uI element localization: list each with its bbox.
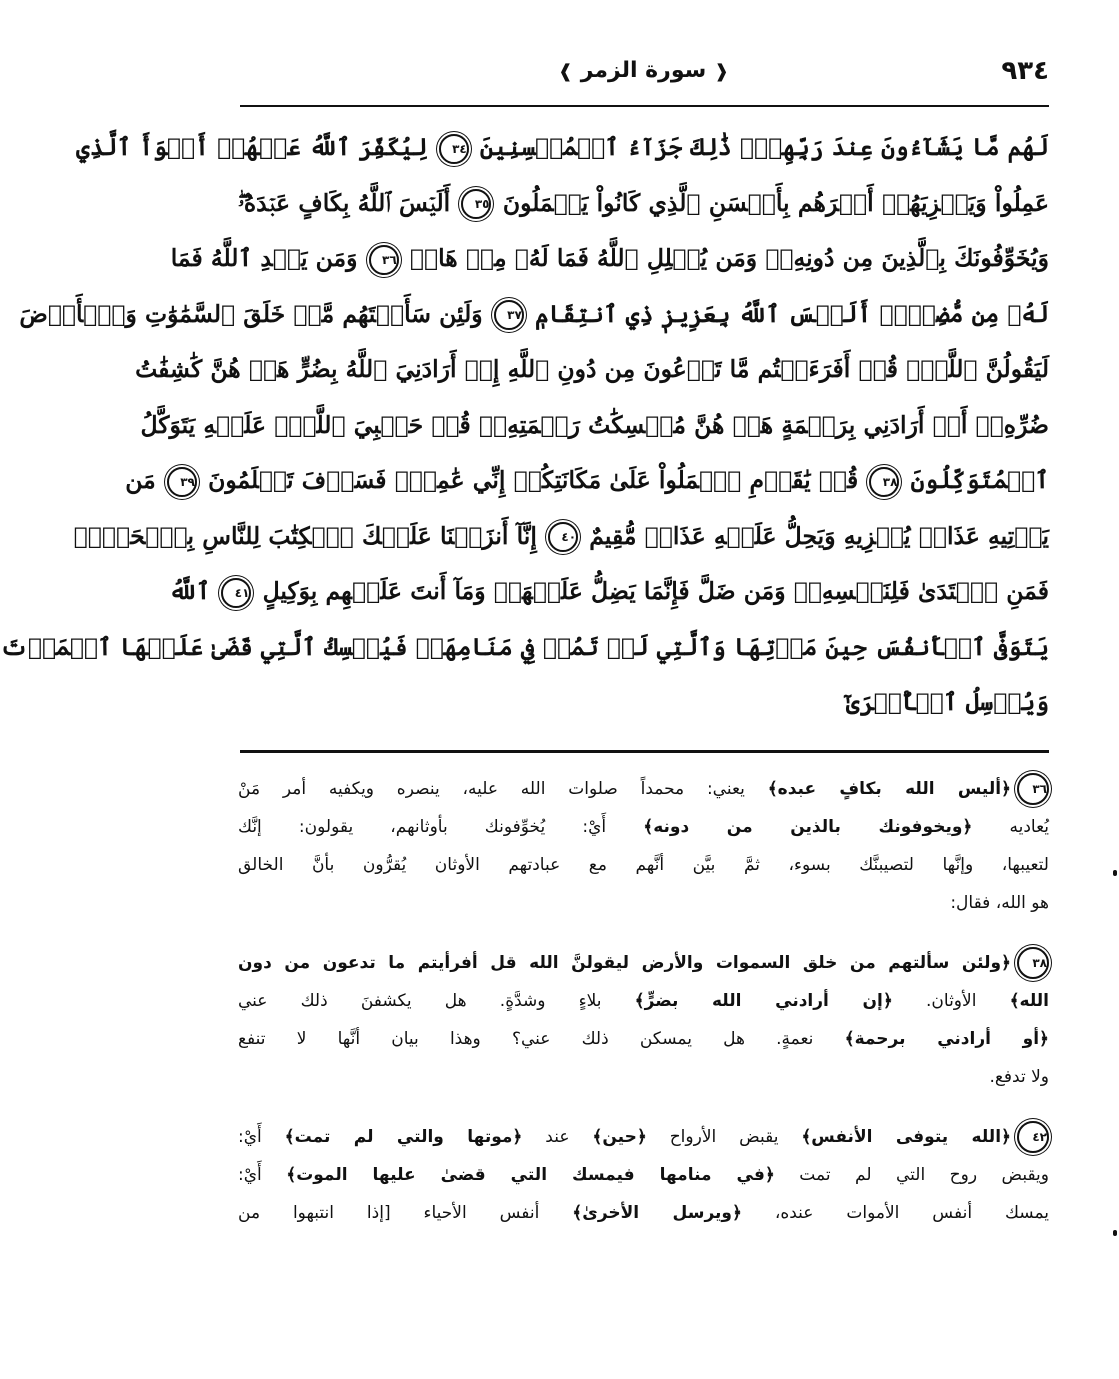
ornament-left-icon: ❱ (557, 61, 574, 82)
quran-line (73, 509, 1049, 565)
verse-text: لَهُم مَّا يَشَآءُونَ عِندَ رَبِّهِمۡۚ ذَٰلِكَ جَزَآءُ ٱلۡمُحۡسِنِينَ (479, 133, 1049, 161)
commentary-line (238, 944, 1049, 982)
commentary-text: هو الله، فقال: (950, 893, 1049, 913)
verse-text: لَهُۥ مِن مُّضِلٍّۗ أَلَيۡسَ ٱللَّهُ بِعَزِيزٖ ذِي ٱنتِقَامٖ (535, 299, 1049, 328)
commentary-text: نعمةٍ. هل يمسكن ذلك عني؟ وهذا بيان أنَّها لا تنفع (238, 1029, 845, 1049)
verse-number-mark: ٣٩ (167, 467, 197, 497)
commentary-text: لتعيبها، وإنَّها لتصيبنَّك بسوء، ثمَّ بيَّن أنَّهم مع عبادتهم الأوثان يُقرُّون بأنَّ الخالق (238, 855, 1049, 875)
commentary-note (238, 944, 1049, 1096)
ornament-right-icon: ❰ (713, 61, 730, 82)
commentary-line (238, 1118, 1049, 1156)
commentary-text: الأوثان. (892, 991, 1010, 1011)
commentary-text: ويقبض روح التي لم تمت (774, 1165, 1049, 1185)
verse-number-mark: ٣٦ (369, 245, 399, 275)
verse-text: لَيَقُولُنَّ ٱللَّهُۚ قُلۡ أَفَرَءَيۡتُم مَّا تَدۡعُونَ مِن دُونِ ٱللَّهِ إِنۡ أَرَادَنِيَ ٱللَّهُ بِضُرٍّ هَلۡ هُنَّ كَٰشِفَٰتُ (135, 355, 1049, 383)
commentary-text: بلاءٍ وشدَّةٍ. هل يكشفنَ ذلك عني (238, 991, 635, 1011)
commentary-line (238, 808, 1049, 846)
margin-mark (1113, 870, 1117, 876)
surah-title-text: سورة الزمر (580, 58, 707, 83)
verse-text: مَن (125, 466, 156, 494)
commentary-text: أَيْ: (238, 1165, 287, 1185)
page-header (238, 50, 1049, 100)
quoted-verse: ﴿ويرسل الأخرىٰ﴾ (572, 1203, 742, 1223)
quoted-verse: ﴿حين﴾ (592, 1127, 647, 1147)
quoted-verse: ﴿إن أرادني الله بضرٍّ﴾ (634, 991, 893, 1011)
quran-line (238, 176, 1049, 232)
quran-line (76, 120, 1049, 176)
commentary-line (238, 1020, 1049, 1058)
verse-text: وَيُخَوِّفُونَكَ بِٱلَّذِينَ مِن دُونِهِۦۚ وَمَن يُضۡلِلِ ٱللَّهُ فَمَا لَهُۥ مِنۡ هَادٖ (409, 244, 1049, 272)
verse-number-mark: ٤٠ (548, 522, 578, 552)
quran-line (238, 675, 1049, 731)
commentary-line (238, 846, 1049, 884)
verse-text: أَلَيۡسَ ٱللَّهُ بِكَافٍ عَبۡدَهُۥۖ (238, 188, 451, 217)
commentary-text: يقبض الأرواح (646, 1127, 802, 1147)
quoted-verse: ﴿ويخوفونك بالذين من دونه﴾ (643, 817, 973, 837)
verse-text: يَتَوَفَّى ٱلۡأَنفُسَ حِينَ مَوۡتِهَا وَٱلَّتِي لَمۡ تَمُتۡ فِي مَنَامِهَاۖ فَيُمۡسِكُ ٱلَّتِي قَضَىٰ عَلَيۡهَا ٱلۡمَوۡتَ (0, 632, 1049, 661)
commentary-text: عند (522, 1127, 593, 1147)
quoted-verse: الله﴾ (1009, 991, 1049, 1011)
commentary-text: يعني: محمداً صلوات الله عليه، ينصره ويكفيه أمر مَنْ (238, 779, 768, 799)
commentary-line (238, 884, 1049, 922)
verse-text: لِيُكَفِّرَ ٱللَّهُ عَنۡهُمۡ أَسۡوَأَ ٱلَّذِي (76, 133, 428, 161)
commentary-text: ولا تدفع. (989, 1067, 1049, 1087)
quran-line (19, 287, 1049, 343)
quran-text-block (0, 120, 1049, 731)
commentary-line (238, 1194, 1049, 1232)
page-number: ٩٣٤ (1001, 56, 1049, 86)
quran-line (135, 342, 1049, 398)
commentary-note (238, 1118, 1049, 1232)
verse-text: وَلَئِن سَأَلۡتَهُم مَّنۡ خَلَقَ ٱلسَّمَٰوَٰتِ وَٱلۡأَرۡضَ (19, 299, 483, 328)
verse-number-mark: ٤١ (221, 578, 251, 608)
quoted-verse: ﴿ولئن سألتهم من خلق السموات والأرض ليقولنَّ الله قل أفرأيتم ما تدعون من دون (238, 953, 1011, 973)
verse-text: ٱللَّهُ (168, 577, 211, 605)
quoted-verse: ﴿موتها والتي لم تمت﴾ (284, 1127, 523, 1147)
quoted-verse: ﴿أو أرادني برحمة﴾ (844, 1029, 1049, 1049)
commentary-line (238, 770, 1049, 808)
quran-line (125, 453, 1049, 509)
verse-number-mark: ٣٧ (494, 300, 524, 330)
verse-number-mark: ٣٥ (461, 189, 491, 219)
section-divider (240, 750, 1049, 753)
verse-text: ضُرِّهِۦٓ أَوۡ أَرَادَنِي بِرَحۡمَةٍ هَلۡ هُنَّ مُمۡسِكَٰتُ رَحۡمَتِهِۦۚ قُلۡ حَسۡبِيَ ٱللَّهُۖ عَلَيۡهِ يَتَوَكَّلُ (140, 410, 1049, 439)
verse-text: عَمِلُواْ وَيَجۡزِيَهُمۡ أَجۡرَهُم بِأَحۡسَنِ ٱلَّذِي كَانُواْ يَعۡمَلُونَ (502, 188, 1049, 217)
commentary-text: يمسك أنفس الأموات عنده، (741, 1203, 1050, 1223)
quran-line (0, 620, 1049, 676)
verse-number-mark: ٣٨ (869, 467, 899, 497)
note-number-mark: ٤٢ (1017, 1121, 1049, 1153)
verse-text: قُلۡ يَٰقَوۡمِ ٱعۡمَلُواْ عَلَىٰ مَكَانَتِكُمۡ إِنِّي عَٰمِلٞۖ فَسَوۡفَ تَعۡلَمُونَ (208, 466, 859, 494)
commentary-text: أَيْ: (238, 1127, 285, 1147)
note-number-mark: ٣٦ (1017, 773, 1049, 805)
verse-text: يَأۡتِيهِ عَذَابٞ يُخۡزِيهِ وَيَحِلُّ عَلَيۡهِ عَذَابٞ مُّقِيمٌ (589, 521, 1049, 550)
quoted-verse: ﴿أليس الله بكافٍ عبده﴾ (767, 779, 1011, 799)
verse-text: فَمَنِ ٱهۡتَدَىٰ فَلِنَفۡسِهِۦۖ وَمَن ضَلَّ فَإِنَّمَا يَضِلُّ عَلَيۡهَاۖ وَمَآ أَنتَ عَلَيۡهِم بِوَكِيلٍ (262, 577, 1049, 605)
commentary-note (238, 770, 1049, 922)
verse-text: وَيُرۡسِلُ ٱلۡأُخۡرَىٰٓ (846, 688, 1049, 716)
quoted-verse: ﴿في منامها فيمسك التي قضىٰ عليها الموت﴾ (286, 1165, 775, 1185)
commentary-text: يُعاديه (972, 817, 1049, 837)
commentary-line (238, 982, 1049, 1020)
verse-text: ٱلۡمُتَوَكِّلُونَ (910, 466, 1049, 494)
quran-line (140, 398, 1049, 454)
margin-mark (1113, 1230, 1117, 1236)
commentary-text: أَيْ: يُخوِّفونك بأوثانهم، يقولون: إنَّك (238, 817, 644, 837)
header-rule (240, 105, 1049, 107)
surah-title (238, 58, 1049, 83)
quoted-verse: ﴿الله يتوفى الأنفس﴾ (801, 1127, 1011, 1147)
verse-text: وَمَن يَهۡدِ ٱللَّهُ فَمَا (170, 244, 358, 272)
verse-number-mark: ٣٤ (439, 134, 469, 164)
commentary-text: أنفس الأحياء [إذا انتبهوا من (238, 1203, 573, 1223)
commentary-block (238, 770, 1049, 1254)
verse-text: إِنَّآ أَنزَلۡنَا عَلَيۡكَ ٱلۡكِتَٰبَ لِلنَّاسِ بِٱلۡحَقِّۖ (73, 521, 537, 550)
quran-line (170, 231, 1049, 287)
quran-line (168, 564, 1049, 620)
commentary-line (238, 1058, 1049, 1096)
note-number-mark: ٣٨ (1017, 947, 1049, 979)
commentary-line (238, 1156, 1049, 1194)
